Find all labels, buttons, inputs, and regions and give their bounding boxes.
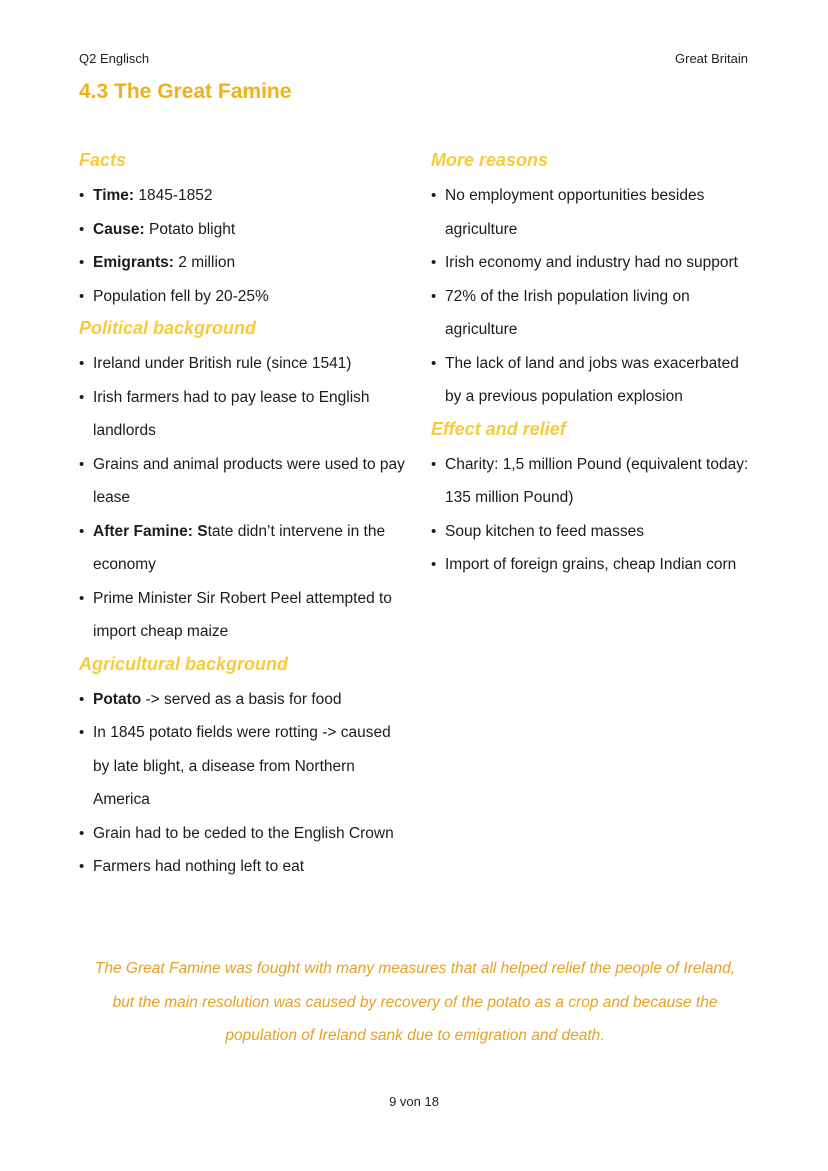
item-label: Emigrants: xyxy=(93,254,174,271)
list-item xyxy=(431,179,751,246)
right-column xyxy=(431,145,751,582)
item-text: Ireland under British rule (since 1541) xyxy=(93,355,352,372)
list-item xyxy=(79,515,409,582)
list-item xyxy=(79,716,409,817)
list-item xyxy=(79,850,409,884)
list-item xyxy=(79,817,409,851)
list-item xyxy=(79,246,409,280)
list-item xyxy=(431,280,751,347)
left-column xyxy=(79,145,409,884)
item-text: 72% of the Irish population living on agriculture xyxy=(445,287,690,338)
item-label: Cause: xyxy=(93,220,145,238)
list-item xyxy=(431,515,751,549)
item-text: Population fell by 20-25% xyxy=(93,287,269,305)
item-text: 2 million xyxy=(173,254,236,271)
section-title-facts: Facts xyxy=(79,150,127,170)
item-text: Soup kitchen to feed masses xyxy=(445,522,645,540)
item-text: Import of foreign grains, cheap Indian corn xyxy=(445,556,737,573)
item-text: Potato blight xyxy=(144,220,236,238)
item-text: In 1845 potato fields were rotting -> caused by late blight, a disease from Northern America xyxy=(93,724,391,808)
political-list xyxy=(79,347,409,649)
list-item xyxy=(79,381,409,448)
header-subject: Q2 Englisch xyxy=(79,51,150,66)
summary-text: The Great Famine was fought with many measures that all helped relief the people of Ireland, but the main resolution was caused by recovery of the potato as a crop and because the population of Ireland sank due to emigration and death. xyxy=(94,960,736,1044)
item-text: tate didn’t intervene in the economy xyxy=(93,522,386,573)
item-label: Time: xyxy=(93,187,135,204)
list-item xyxy=(79,683,409,717)
item-text: Charity: 1,5 million Pound (equivalent today: 135 million Pound) xyxy=(445,455,749,506)
item-text: 1845-1852 xyxy=(134,187,213,204)
list-item xyxy=(79,582,409,649)
page-title: 4.3 The Great Famine xyxy=(79,80,292,103)
list-item xyxy=(79,280,409,314)
list-item xyxy=(431,246,751,280)
section-title-more-reasons: More reasons xyxy=(431,150,549,170)
header-topic: Great Britain xyxy=(675,51,748,66)
section-title-political: Political background xyxy=(79,318,257,338)
list-item xyxy=(79,179,409,213)
facts-list xyxy=(79,179,409,313)
item-text: Prime Minister Sir Robert Peel attempted to import cheap maize xyxy=(93,589,392,640)
section-title-agricultural: Agricultural background xyxy=(79,653,289,674)
item-text: Irish farmers had to pay lease to English landlords xyxy=(93,388,370,439)
item-label: Potato xyxy=(93,690,142,708)
item-label: After Famine: S xyxy=(93,522,208,540)
list-item xyxy=(431,548,751,582)
item-text: No employment opportunities besides agriculture xyxy=(445,187,705,238)
list-item xyxy=(431,347,751,414)
item-text: Grains and animal products were used to pay lease xyxy=(93,455,405,506)
list-item xyxy=(79,347,409,381)
page-number: 9 von 18 xyxy=(389,1094,439,1109)
more-reasons-list xyxy=(431,179,751,414)
item-text: -> served as a basis for food xyxy=(141,690,342,708)
list-item xyxy=(79,448,409,515)
item-text: Farmers had nothing left to eat xyxy=(93,858,305,875)
item-text: The lack of land and jobs was exacerbated by a previous population explosion xyxy=(445,354,739,405)
effect-list xyxy=(431,448,751,582)
agricultural-list xyxy=(79,683,409,884)
item-text: Grain had to be ceded to the English Crown xyxy=(93,824,394,842)
list-item xyxy=(79,213,409,247)
section-title-effect: Effect and relief xyxy=(431,418,566,439)
list-item xyxy=(431,448,751,515)
item-text: Irish economy and industry had no support xyxy=(445,254,738,271)
